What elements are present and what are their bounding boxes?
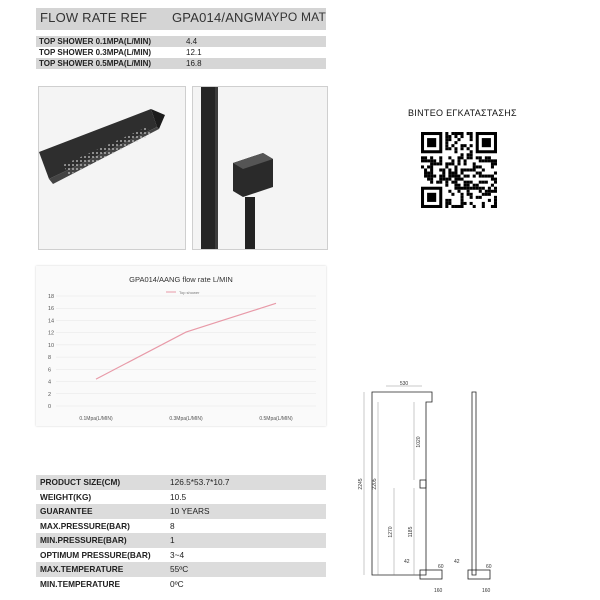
finish-label: ΜΑΥΡΟ ΜΑΤ (254, 10, 327, 24)
table-row (36, 562, 326, 577)
technical-drawing (350, 380, 500, 595)
dim-base-height: 60 (438, 564, 444, 570)
spec-value: 10 YEARS (170, 506, 210, 516)
qr-code[interactable] (421, 132, 497, 208)
spec-value: 0ºC (170, 578, 184, 589)
table-row (36, 36, 326, 47)
qr-code-graphic (421, 132, 497, 208)
table-row (36, 577, 326, 592)
flow-rate-chart-card (36, 266, 326, 426)
dim-upper: 1020 (416, 436, 422, 448)
y-tick-label: 12 (48, 330, 55, 337)
flow-rate-label: TOP SHOWER 0.1MPA(L/MIN) (39, 37, 152, 46)
dim-body: 2205 (372, 478, 378, 490)
dim-holder: 1270 (388, 526, 394, 538)
side-view-outline (472, 392, 476, 575)
table-row (36, 475, 326, 490)
flow-rate-table (36, 36, 326, 69)
y-tick-label: 14 (48, 318, 55, 325)
spec-value: 3~4 (170, 549, 185, 560)
table-row (36, 519, 326, 534)
shower-bar-illustration (193, 87, 327, 249)
chart-title: GPA014/AANG flow rate L/MIN (129, 275, 233, 284)
spec-label: MIN.TEMPERATURE (40, 578, 121, 589)
spec-label: MIN.PRESSURE(BAR) (40, 535, 127, 545)
x-tick-label: 0.1Mpa(L/MIN) (79, 416, 113, 422)
spec-label: MAX.PRESSURE(BAR) (40, 520, 130, 531)
y-tick-label: 18 (48, 294, 55, 300)
y-tick-label: 2 (48, 391, 52, 398)
dim-base-width: 160 (434, 588, 443, 594)
spec-value: 1 (170, 535, 175, 545)
y-tick-label: 10 (48, 342, 55, 349)
dim-offset: 42 (404, 559, 410, 565)
front-view-outline (372, 392, 432, 575)
x-tick-label: 0.3Mpa(L/MIN) (169, 416, 203, 422)
table-row (36, 533, 326, 548)
side-base-plate (468, 570, 490, 579)
table-row (36, 548, 326, 563)
model-code: GPA014/ANG (172, 10, 254, 25)
y-tick-label: 16 (48, 306, 55, 313)
dim-width: 530 (399, 381, 409, 387)
installation-video-label: ΒΙΝΤΕΟ ΕΓΚΑΤΑΣΤΑΣΗΣ (408, 108, 517, 118)
shower-bar-photo (192, 86, 328, 250)
spec-value: 10.5 (170, 491, 187, 502)
spec-label: MAX.TEMPERATURE (40, 564, 124, 574)
table-row (36, 58, 326, 69)
dimension-drawing (350, 380, 500, 595)
spec-label: WEIGHT(KG) (40, 491, 92, 502)
spec-label: PRODUCT SIZE(CM) (40, 477, 121, 487)
flow-rate-chart (36, 266, 326, 426)
base-plate (420, 570, 442, 579)
table-row (36, 47, 326, 58)
table-row (36, 504, 326, 519)
flow-rate-label: TOP SHOWER 0.3MPA(L/MIN) (39, 48, 152, 57)
flow-rate-ref-heading: FLOW RATE REF (40, 10, 148, 25)
spec-label: OPTIMUM PRESSURE(BAR) (40, 549, 151, 560)
holder-block (420, 480, 426, 488)
dim-offset-side: 42 (454, 559, 460, 565)
y-tick-label: 4 (48, 379, 52, 386)
legend-label: Top shower (179, 290, 200, 295)
y-tick-label: 8 (48, 355, 52, 362)
spec-label: GUARANTEE (40, 506, 93, 516)
dim-lower: 1185 (408, 526, 414, 538)
series-line-top-shower (96, 303, 276, 379)
flow-rate-value: 16.8 (186, 59, 202, 68)
x-tick-label: 0.5Mpa(L/MIN) (259, 416, 293, 422)
y-tick-label: 6 (48, 367, 52, 374)
table-row (36, 490, 326, 505)
spec-value: 126.5*53.7*10.7 (170, 477, 230, 487)
dim-base-height-side: 60 (486, 564, 492, 570)
y-tick-label: 0 (48, 404, 52, 410)
spec-value: 8 (170, 520, 175, 531)
flow-rate-value: 4.4 (186, 37, 198, 46)
spec-value: 55ºC (170, 564, 189, 574)
flow-rate-value: 12.1 (186, 48, 202, 57)
shower-head-illustration (39, 87, 185, 249)
spec-table (36, 475, 326, 591)
dim-base-width-side: 160 (482, 588, 491, 594)
shower-head-photo (38, 86, 186, 250)
dim-total: 2245 (358, 478, 364, 490)
flow-rate-label: TOP SHOWER 0.5MPA(L/MIN) (39, 59, 152, 68)
